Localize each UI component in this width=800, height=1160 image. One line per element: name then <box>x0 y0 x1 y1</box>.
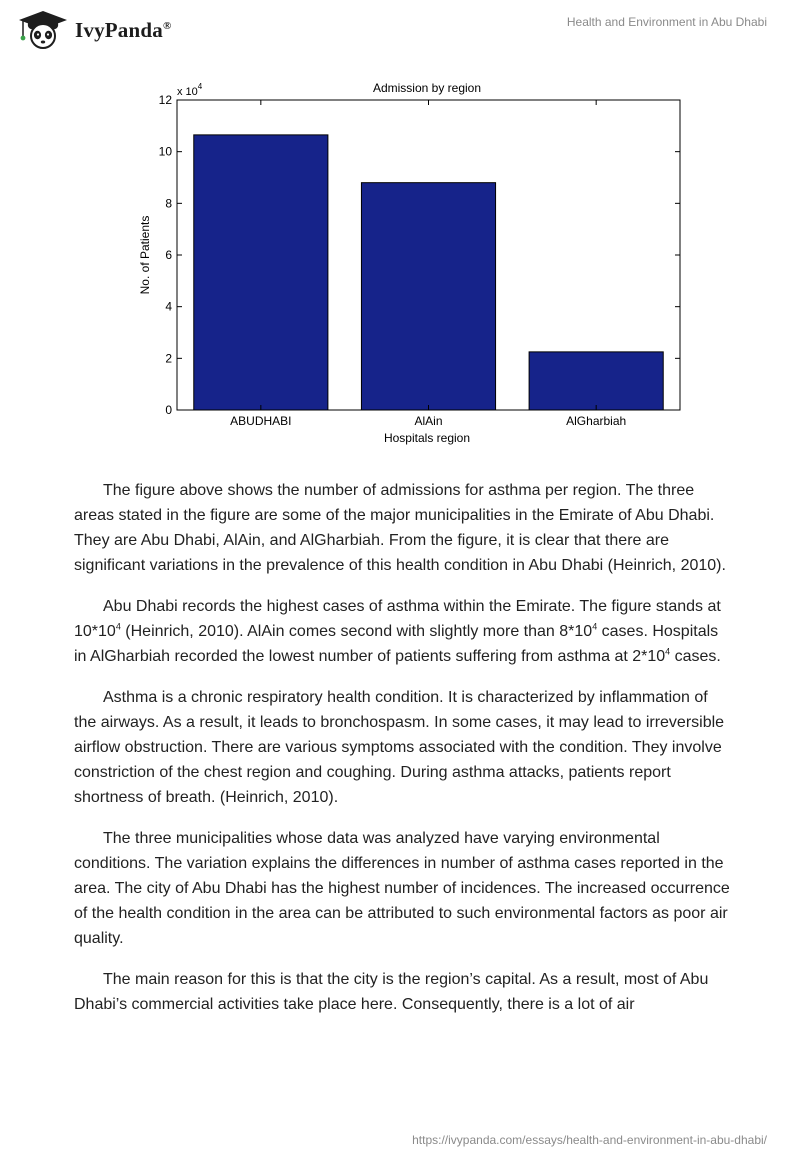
paragraph-5: The main reason for this is that the city is the region’s capital. As a result, most of Abu Dhabi’s commercial activities take place here. Consequently, there is a lot of air <box>74 971 709 1013</box>
article-body <box>74 478 730 1033</box>
document-title: Health and Environment in Abu Dhabi <box>566 15 767 29</box>
paragraph-2-part-1: Abu Dhabi records the highest cases of asthma within the Emirate. The figure stands at 10*10 <box>74 598 721 640</box>
paragraph-2-part-2: (Heinrich, 2010). AlAin comes second with slightly more than 8*10 <box>120 623 593 640</box>
superscript: 4 <box>115 621 121 632</box>
y-tick-label: 0 <box>165 403 172 417</box>
source-url[interactable]: https://ivypanda.com/essays/health-and-environment-in-abu-dhabi/ <box>412 1133 767 1147</box>
y-tick-label: 10 <box>158 144 172 159</box>
superscript: 4 <box>592 621 598 632</box>
y-tick-label: 6 <box>165 248 172 262</box>
x-tick-label: AlGharbiah <box>566 414 627 428</box>
y-tick-label: 2 <box>165 351 172 366</box>
ivypanda-logo[interactable] <box>17 10 171 50</box>
x-tick-label: AlAin <box>414 414 443 428</box>
brand-name-text: IvyPanda <box>75 17 163 42</box>
chart-title: Admission by region <box>372 81 482 95</box>
paragraph-2 <box>74 594 730 669</box>
panda-graduate-icon <box>17 10 69 50</box>
page-header <box>0 0 800 70</box>
paragraph-2-part-3: cases. Hospitals in AlGharbiah recorded the lowest number of patients suffering from asthma at 2*10 <box>74 623 719 665</box>
paragraph-3: Asthma is a chronic respiratory health condition. It is characterized by inflammation of the airways. As a result, it leads to bronchospasm. In some cases, it may lead to irreversible airflow obstruction. There are various symptoms associated with the condition. They involve constriction of the chest region and coughing. During asthma attacks, patients report shortness of breath. (Heinrich, 2010). <box>74 689 725 806</box>
y-tick-label: 8 <box>165 196 172 211</box>
x-axis-label: Hospitals region <box>383 431 471 445</box>
y-tick-label: 4 <box>165 299 172 314</box>
admission-chart <box>130 78 690 450</box>
x-tick-label: ABUDHABI <box>230 414 292 428</box>
y-axis-label: No. of Patients <box>138 215 152 295</box>
y-multiplier-base: x 10 <box>177 86 198 98</box>
y-multiplier-exponent: 4 <box>197 82 203 91</box>
chart-svg <box>130 78 690 450</box>
bar-abudhabi <box>194 135 328 410</box>
superscript: 4 <box>665 646 671 657</box>
paragraph-2-part-4: cases. <box>670 648 721 665</box>
bar-alain <box>361 183 495 410</box>
paragraph-4: The three municipalities whose data was analyzed have varying environmental conditions. The variation explains the differences in number of asthma cases reported in the area. The city of Abu Dhabi has the highest number of incidences. The increased occurrence of the health condition in the area can be attributed to such environmental factors as poor air quality. <box>74 830 730 947</box>
y-tick-label: 12 <box>158 93 172 107</box>
bars-layer <box>194 135 663 410</box>
brand-name <box>75 18 171 43</box>
paragraph-1: The figure above shows the number of admissions for asthma per region. The three areas stated in the figure are some of the major municipalities in the Emirate of Abu Dhabi. They are Abu Dhabi, AlAin, and AlGharbiah. From the figure, it is clear that there are significant variations in the prevalence of this health condition in Abu Dhabi (Heinrich, 2010). <box>74 482 726 574</box>
bar-algharbiah <box>529 352 663 410</box>
registered-mark: ® <box>162 19 172 32</box>
y-multiplier <box>177 82 203 98</box>
